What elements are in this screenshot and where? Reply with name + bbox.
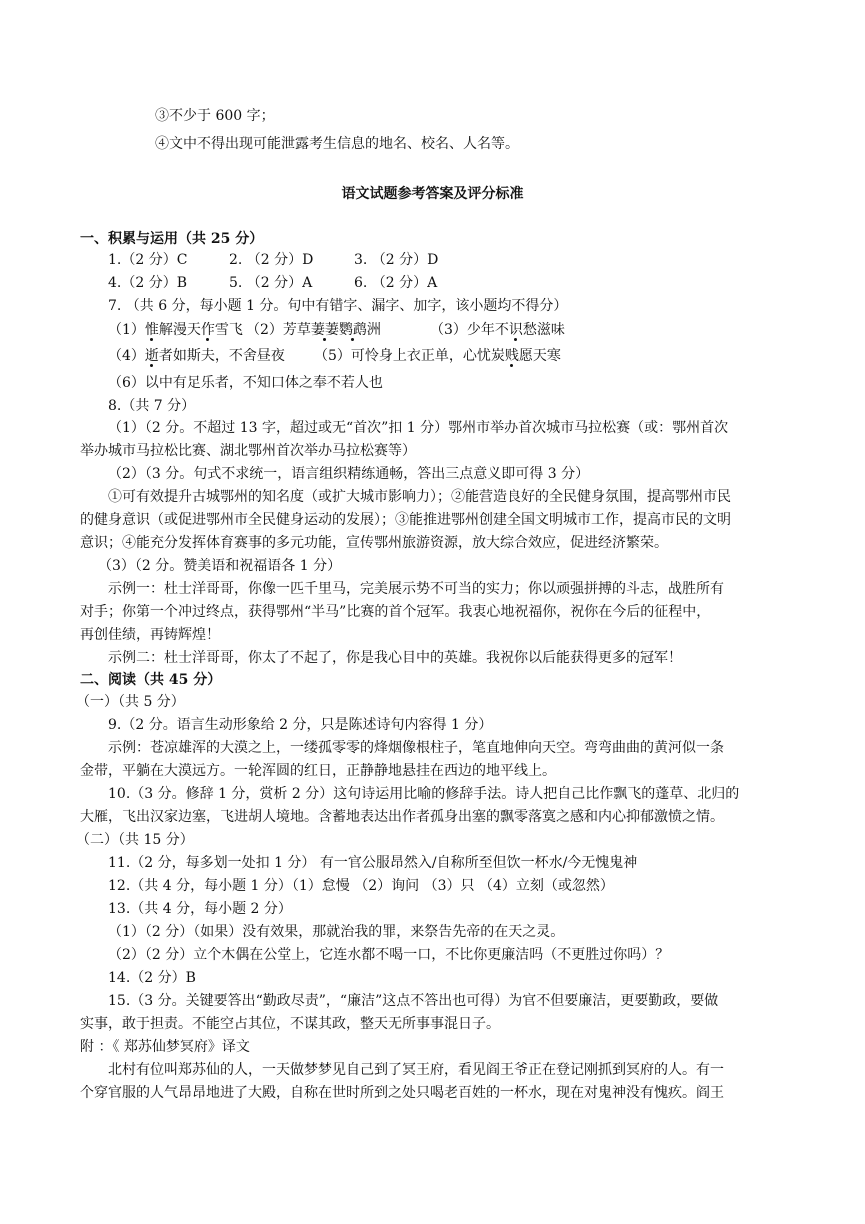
q14: 14.（2 分）B bbox=[108, 970, 196, 986]
requirement-item-3: ③不少于 600 字； bbox=[155, 108, 275, 124]
q7-answer-4: （4）逝者如斯夫，不舍昼夜 bbox=[108, 348, 285, 364]
q15-line2: 实事，敢于担责。不能空占其位，不谋其政，整天无所事事混日子。 bbox=[80, 1016, 500, 1032]
q7-instruction: 7. （共 6 分，每小题 1 分。句中有错字、漏字、加字，该小题均不得分） bbox=[108, 298, 568, 314]
requirement-item-4: ④文中不得出现可能泄露考生信息的地名、校名、人名等。 bbox=[155, 136, 519, 152]
q7-answer-6: （6）以中有足乐者，不知口体之奉不若人也 bbox=[108, 375, 383, 391]
part-2-heading: （二）（共 15 分） bbox=[76, 832, 194, 848]
answer-1: 1.（2 分）C bbox=[108, 252, 188, 268]
example-1-line3: 再创佳绩，再铸辉煌！ bbox=[80, 627, 220, 643]
q8-2-heading: （2）（3 分。句式不求统一，语言组织精练通畅，答出三点意义即可得 3 分） bbox=[108, 466, 590, 482]
q7-answer-2: （2）芳草萋萋鹦鹉洲 bbox=[246, 322, 381, 338]
answer-6: 6. （2 分）A bbox=[354, 275, 438, 291]
q12: 12.（共 4 分，每小题 1 分）（1）怠慢 （2）询问 （3）只 （4）立刻（或忽然） bbox=[108, 878, 614, 894]
q9-line2: 金带，平躺在大漠远方。一轮浑圆的红日，正静静地悬挂在西边的地平线上。 bbox=[80, 763, 556, 779]
q9-line1: 示例：苍凉雄浑的大漠之上，一缕孤零零的烽烟像根柱子，笔直地伸向天空。弯弯曲曲的黄河似一条 bbox=[108, 740, 724, 756]
q7-answer-5: （5）可怜身上衣正单，心忧炭贱愿天寒 bbox=[314, 348, 561, 364]
part-1-heading: （一）（共 5 分） bbox=[76, 694, 185, 710]
section-2-heading: 二、阅读（共 45 分） bbox=[80, 672, 222, 688]
section-1-heading: 一、积累与运用（共 25 分） bbox=[80, 231, 264, 247]
q15-line1: 15.（3 分。关键要答出“勤政尽责”，“廉洁”这点不答出也可得）为官不但要廉洁，更要勤政，要做 bbox=[108, 993, 719, 1009]
q8-2-line1: ①可有效提升古城鄂州的知名度（或扩大城市影响力）；②能营造良好的全民健身氛围，提高鄂州市民 bbox=[108, 489, 731, 505]
q10-line1: 10.（3 分。修辞 1 分，赏析 2 分）这句诗运用比喻的修辞手法。诗人把自己比作飘飞的蓬草、北归的 bbox=[108, 786, 740, 802]
answer-4: 4.（2 分）B bbox=[108, 275, 188, 291]
q10-line2: 大雁，飞出汉家边塞，飞进胡人境地。含蓄地表达出作者孤身出塞的飘零落寞之感和内心抑郁激愤之情。 bbox=[80, 809, 724, 825]
example-1-line1: 示例一：杜士洋哥哥，你像一匹千里马，完美展示势不可当的实力；你以顽强拼搏的斗志，战胜所有 bbox=[108, 581, 724, 597]
q8-1-line2: 举办城市马拉松比赛、湖北鄂州首次举办马拉松赛等） bbox=[80, 443, 416, 459]
translation-line2: 个穿官服的人气昂昂地进了大殿，自称在世时所到之处只喝老百姓的一杯水，现在对鬼神没有愧疚。阎王 bbox=[80, 1085, 724, 1101]
answer-2: 2. （2 分）D bbox=[229, 252, 314, 268]
q7-answer-1: （1）惟解漫天作雪飞 bbox=[108, 322, 243, 338]
q13-1: （1）（2 分）（如果）没有效果，那就治我的罪，来祭告先帝的在天之灵。 bbox=[108, 924, 565, 940]
q13-2: （2）（2 分）立个木偶在公堂上，它连水都不喝一口，不比你更廉洁吗（不更胜过你吗）？ bbox=[108, 947, 670, 963]
answer-3: 3. （2 分）D bbox=[354, 252, 439, 268]
example-1-line2: 对手；你第一个冲过终点，获得鄂州“半马”比赛的首个冠军。我衷心地祝福你，祝你在今后的征程中， bbox=[80, 604, 711, 620]
q13-heading: 13.（共 4 分，每小题 2 分） bbox=[108, 901, 292, 917]
appendix-heading: 附 ：《 郑苏仙梦冥府》译文 bbox=[80, 1039, 250, 1055]
q8-2-line2: 的健身意识（或促进鄂州市全民健身运动的发展）；③能推进鄂州创建全国文明城市工作，提高市民的文明 bbox=[80, 512, 731, 528]
q8-2-line3: 意识；④能充分发挥体育赛事的多元功能，宣传鄂州旅游资源，放大综合效应，促进经济繁荣。 bbox=[80, 535, 668, 551]
page-title: 语文试题参考答案及评分标准 bbox=[341, 186, 524, 202]
q8-1-line1: （1）（2 分。不超过 13 字，超过或无“首次”扣 1 分）鄂州市举办首次城市马拉松赛（或：鄂州首次 bbox=[108, 420, 729, 436]
q9-heading: 9.（2 分。语言生动形象给 2 分，只是陈述诗句内容得 1 分） bbox=[108, 717, 493, 733]
q11: 11.（2 分，每多划一处扣 1 分） 有一官公服昂然入/自称所至但饮一杯水/今无愧鬼神 bbox=[108, 855, 638, 871]
q8-heading: 8.（共 7 分） bbox=[108, 398, 196, 414]
q7-answer-3: （3）少年不识愁滋味 bbox=[430, 322, 565, 338]
example-2: 示例二：杜士洋哥哥，你太了不起了，你是我心目中的英雄。我祝你以后能获得更多的冠军！ bbox=[108, 650, 682, 666]
q8-3-heading: （3）（2 分。赞美语和祝福语各 1 分） bbox=[98, 558, 342, 574]
answer-5: 5. （2 分）A bbox=[229, 275, 313, 291]
translation-line1: 北村有位叫郑苏仙的人，一天做梦梦见自己到了冥王府，看见阎王爷正在登记刚抓到冥府的人。有一 bbox=[108, 1062, 724, 1078]
